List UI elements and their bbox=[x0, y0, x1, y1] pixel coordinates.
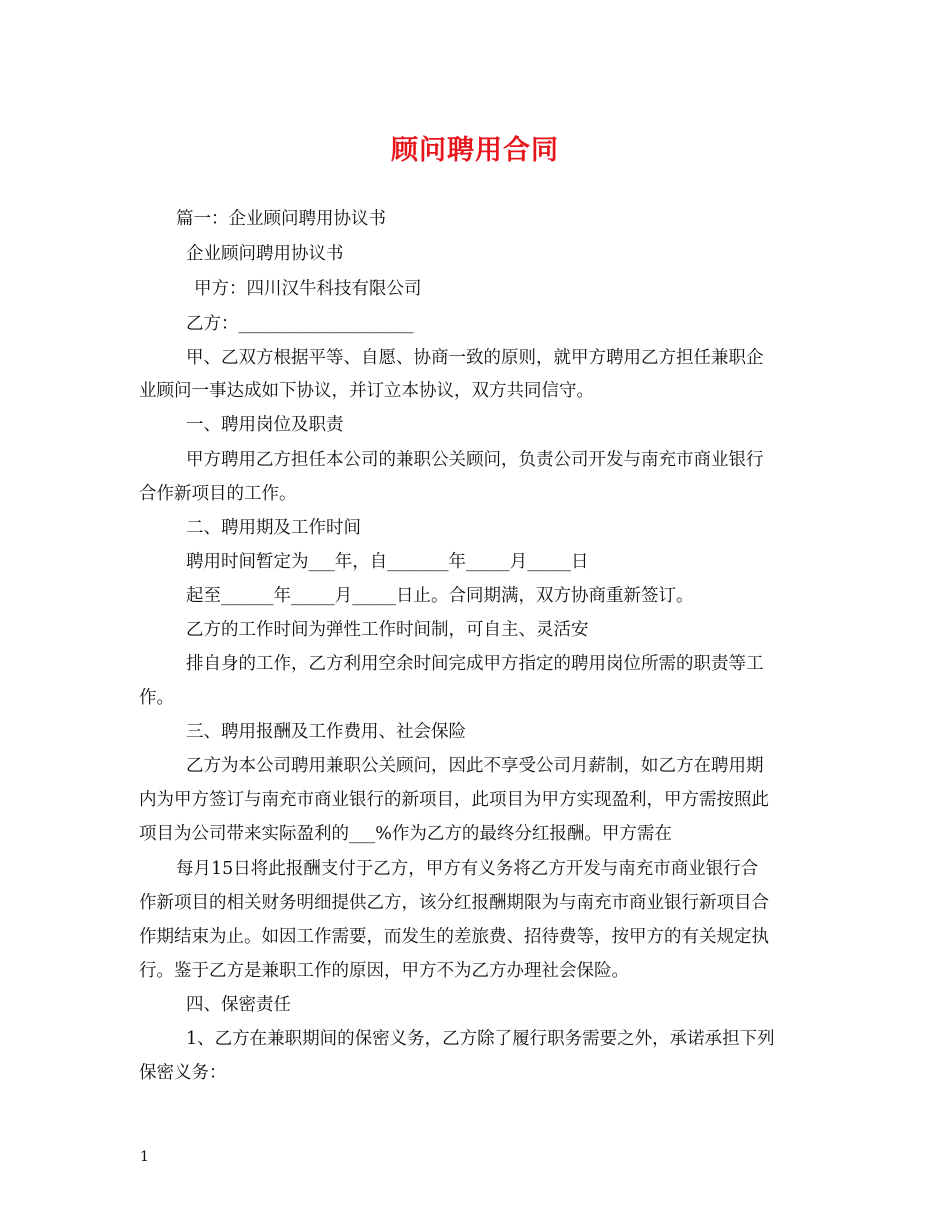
paragraph-line: 乙方的工作时间为弹性工作时间制，可自主、灵活安 bbox=[186, 620, 589, 640]
paragraph-line: 作新项目的相关财务明细提供乙方，该分红报酬期限为与南充市商业银行新项目合 bbox=[139, 893, 769, 913]
paragraph-line: 甲方聘用乙方担任本公司的兼职公关顾问，负责公司开发与南充市商业银行 bbox=[186, 450, 764, 470]
paragraph-line: 行。鉴于乙方是兼职工作的原因，甲方不为乙方办理社会保险。 bbox=[139, 961, 629, 981]
paragraph-line: 每月15日将此报酬支付于乙方，甲方有义务将乙方开发与南充市商业银行合 bbox=[176, 859, 759, 879]
clause-heading: 一、聘用岗位及职责 bbox=[186, 415, 344, 435]
paragraph-line: 乙方为本公司聘用兼职公关顾问，因此不享受公司月薪制，如乙方在聘用期 bbox=[186, 756, 764, 776]
paragraph-line: 1、乙方在兼职期间的保密义务，乙方除了履行职务需要之外，承诺承担下列 bbox=[186, 1029, 775, 1049]
paragraph-line: 作。 bbox=[139, 688, 174, 708]
paragraph-line: 业顾问一事达成如下协议，并订立本协议，双方共同信守。 bbox=[139, 381, 594, 401]
paragraph-line: 排自身的工作，乙方利用空余时间完成甲方指定的聘用岗位所需的职责等工 bbox=[186, 654, 764, 674]
party-a-line: 甲方：四川汉牛科技有限公司 bbox=[194, 279, 422, 299]
paragraph-line: 内为甲方签订与南充市商业银行的新项目，此项目为甲方实现盈利，甲方需按照此 bbox=[139, 790, 769, 810]
agreement-name: 企业顾问聘用协议书 bbox=[186, 244, 344, 264]
paragraph-line: 项目为公司带来实际盈利的___%作为乙方的最终分红报酬。甲方需在 bbox=[139, 824, 672, 844]
paragraph-line: 合作新项目的工作。 bbox=[139, 484, 297, 504]
paragraph-line: 起至______年_____月_____日止。合同期满，双方协商重新签订。 bbox=[186, 586, 694, 606]
paragraph-line: 聘用时间暂定为___年，自_______年_____月_____日 bbox=[186, 552, 589, 572]
paragraph-line: 作期结束为止。如因工作需要，而发生的差旅费、招待费等，按甲方的有关规定执 bbox=[139, 927, 769, 947]
paragraph-line: 保密义务： bbox=[139, 1063, 227, 1083]
section-heading: 篇一：企业顾问聘用协议书 bbox=[176, 209, 386, 229]
party-b-line: 乙方：____________________ bbox=[186, 314, 414, 334]
document-title: 顾问聘用合同 bbox=[391, 135, 559, 166]
clause-heading: 四、保密责任 bbox=[186, 995, 291, 1015]
clause-heading: 二、聘用期及工作时间 bbox=[186, 518, 361, 538]
clause-heading: 三、聘用报酬及工作费用、社会保险 bbox=[186, 722, 466, 742]
page-number: 1 bbox=[140, 1149, 149, 1165]
paragraph-line: 甲、乙双方根据平等、自愿、协商一致的原则，就甲方聘用乙方担任兼职企 bbox=[186, 348, 764, 368]
